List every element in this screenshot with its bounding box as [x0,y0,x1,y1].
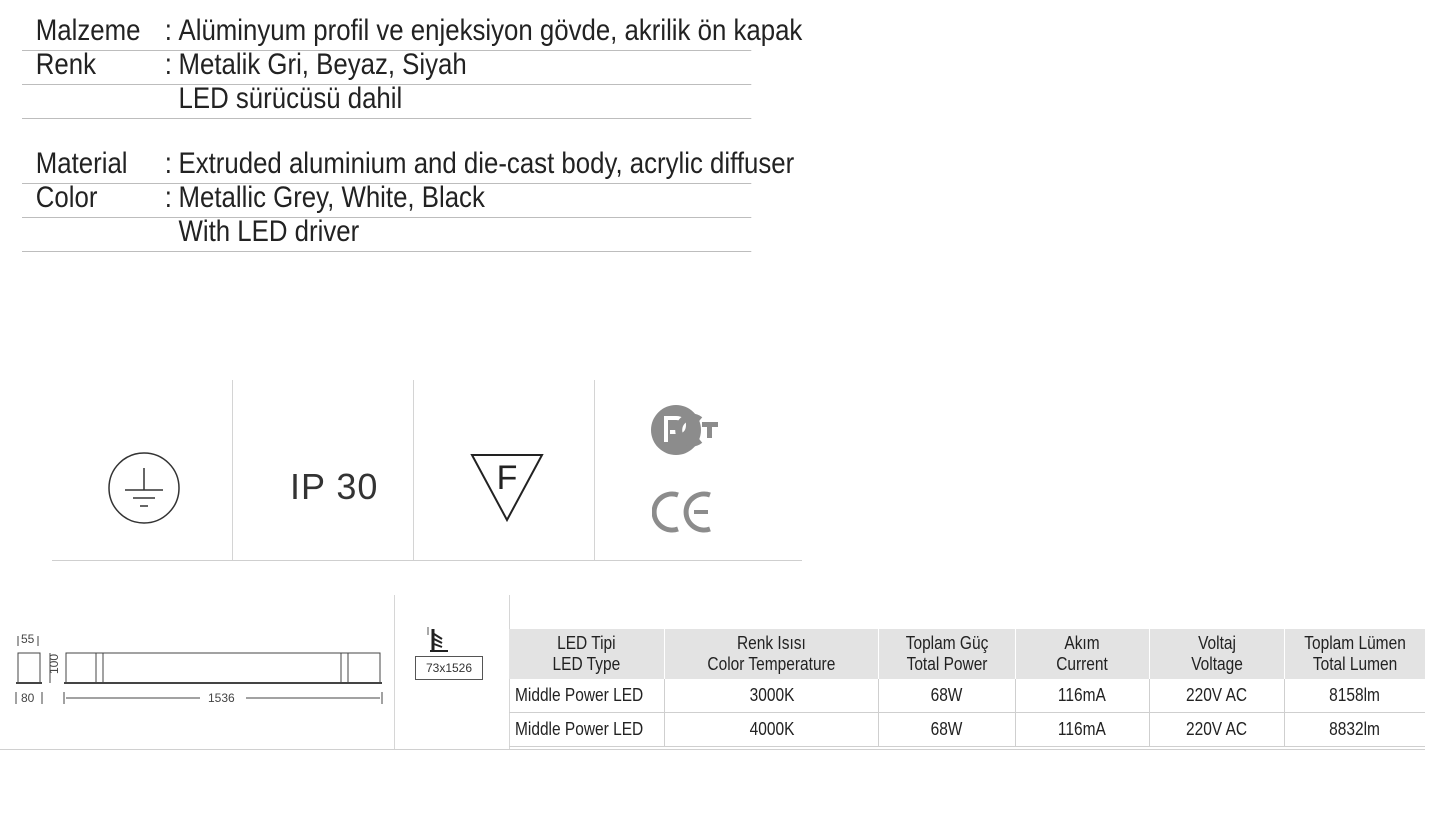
header-current: Akım Current [1015,629,1149,679]
tr-driver-note: LED sürücüsü dahil [178,82,403,115]
tr-driver-row [22,82,751,119]
table-header-row [509,629,1425,679]
colon: : [164,14,172,47]
cell-led-type: Middle Power LED [509,713,665,747]
english-specs [22,147,870,252]
table-row [509,679,1425,713]
dim-length: 1536 [208,691,235,705]
tr-material-label: Malzeme [35,14,141,47]
tr-color-label: Renk [35,48,97,81]
cell-current: 116mA [1015,679,1149,713]
tr-material-row [22,14,803,51]
ip-rating: IP 30 [290,466,379,507]
dimension-drawing [10,628,390,712]
tr-material-value: Alüminyum profil ve enjeksiyon gövde, akrilik ön kapak [178,14,803,47]
colon: : [164,48,172,81]
en-color-value: Metallic Grey, White, Black [178,181,485,214]
tr-color-row [22,48,751,85]
header-total-power: Toplam Güç Total Power [879,629,1016,679]
divider [394,595,395,750]
dim-height-top: 55 [21,632,35,646]
table-row [509,713,1425,747]
cell-total-lumen: 8832lm [1284,713,1425,747]
turkish-specs [22,14,870,119]
header-color-temperature: Renk Isısı Color Temperature [665,629,879,679]
ce-mark-icon [652,490,716,534]
colon: : [164,181,172,214]
cell-color-temperature: 4000K [665,713,879,747]
header-total-lumen: Toplam Lümen Total Lumen [1284,629,1425,679]
recessed-mount-icon [424,625,450,653]
en-material-value: Extruded aluminium and die-cast body, acrylic diffuser [178,147,795,180]
cell-total-lumen: 8158lm [1284,679,1425,713]
f-mark-icon [470,453,544,523]
cell-voltage: 220V AC [1149,679,1284,713]
pct-mark-icon [650,404,720,456]
f-mark-letter: F [496,459,518,497]
divider [413,380,414,560]
cutout-dimension: 73x1526 [415,656,483,680]
dim-width: 80 [21,691,35,705]
protective-earth-icon [107,452,181,524]
cell-total-power: 68W [879,713,1016,747]
en-driver-row [22,215,751,252]
cell-current: 116mA [1015,713,1149,747]
tr-color-value: Metalik Gri, Beyaz, Siyah [178,48,467,81]
en-material-row [22,147,795,184]
en-color-row [22,181,751,218]
cell-total-power: 68W [879,679,1016,713]
divider [594,380,595,560]
en-color-label: Color [35,181,98,214]
cell-voltage: 220V AC [1149,713,1284,747]
divider [232,380,233,560]
divider [0,749,1425,750]
en-driver-note: With LED driver [178,215,360,248]
dim-height-side: 100 [47,653,62,675]
cell-color-temperature: 3000K [665,679,879,713]
header-led-type: LED Tipi LED Type [509,629,665,679]
cell-led-type: Middle Power LED [509,679,665,713]
en-material-label: Material [35,147,128,180]
product-spec-table [509,629,1425,747]
header-voltage: Voltaj Voltage [1149,629,1284,679]
colon: : [164,147,172,180]
